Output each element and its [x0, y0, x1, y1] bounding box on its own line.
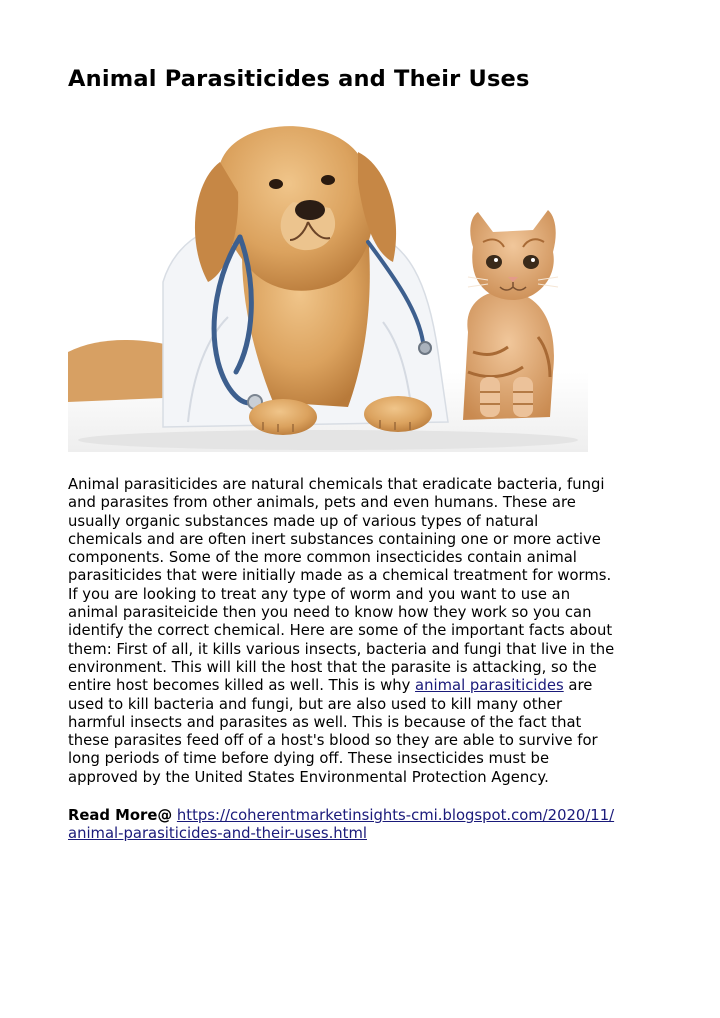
body-line: Animal parasiticides are natural chemicals that eradicate bacteria, fungi [68, 476, 605, 493]
document-title: Animal Parasiticides and Their Uses [68, 66, 530, 92]
read-more-line-2 [68, 825, 668, 843]
animal-parasiticides-link[interactable]: animal parasiticides [415, 677, 564, 695]
read-more-section [68, 807, 668, 844]
read-more-url-part-2[interactable]: animal-parasiticides-and-their-uses.html [68, 825, 367, 843]
body-line: these parasites feed off of a host's blood so they are able to survive for [68, 732, 598, 750]
body-line: used to kill bacteria and fungi, but are also used to kill many other [68, 695, 563, 713]
body-line: components. Some of the more common insecticides contain animal [68, 549, 577, 567]
body-line: harmful insects and parasites as well. This is because of the fact that [68, 713, 582, 731]
read-more-label: Read More@ [68, 807, 173, 824]
link-line-before: entire host becomes killed as well. This is why [68, 677, 416, 695]
body-line: them: First of all, it kills various insects, bacteria and fungi that live in the [68, 640, 615, 658]
hero-image [68, 122, 588, 452]
body-line: and parasites from other animals, pets and even humans. These are [68, 494, 576, 512]
body-line: approved by the United States Environmental Protection Agency. [68, 768, 549, 786]
body-line: long periods of time before dying off. These insecticides must be [68, 750, 550, 768]
read-more-url-part-1[interactable]: https://coherentmarketinsights-cmi.blogspot.com/2020/11/ [176, 807, 615, 824]
body-line: identify the correct chemical. Here are some of the important facts about [68, 622, 613, 640]
body-line: environment. This will kill the host that the parasite is attacking, so the [68, 658, 597, 676]
body-line: chemicals and are often inert substances containing one or more active [68, 530, 601, 548]
body-line: parasiticides that were initially made as a chemical treatment for worms. [68, 567, 612, 585]
dog-and-kitten-illustration [68, 122, 588, 452]
body-paragraph [68, 476, 658, 787]
read-more-line-1 [68, 807, 668, 825]
link-line-after: are [563, 677, 593, 695]
body-line: If you are looking to treat any type of worm and you want to use an [68, 585, 571, 603]
body-line: animal parasiteicide then you need to know how they work so you can [68, 604, 592, 622]
body-line-with-link [68, 677, 658, 695]
body-line: usually organic substances made up of various types of natural [68, 512, 539, 530]
